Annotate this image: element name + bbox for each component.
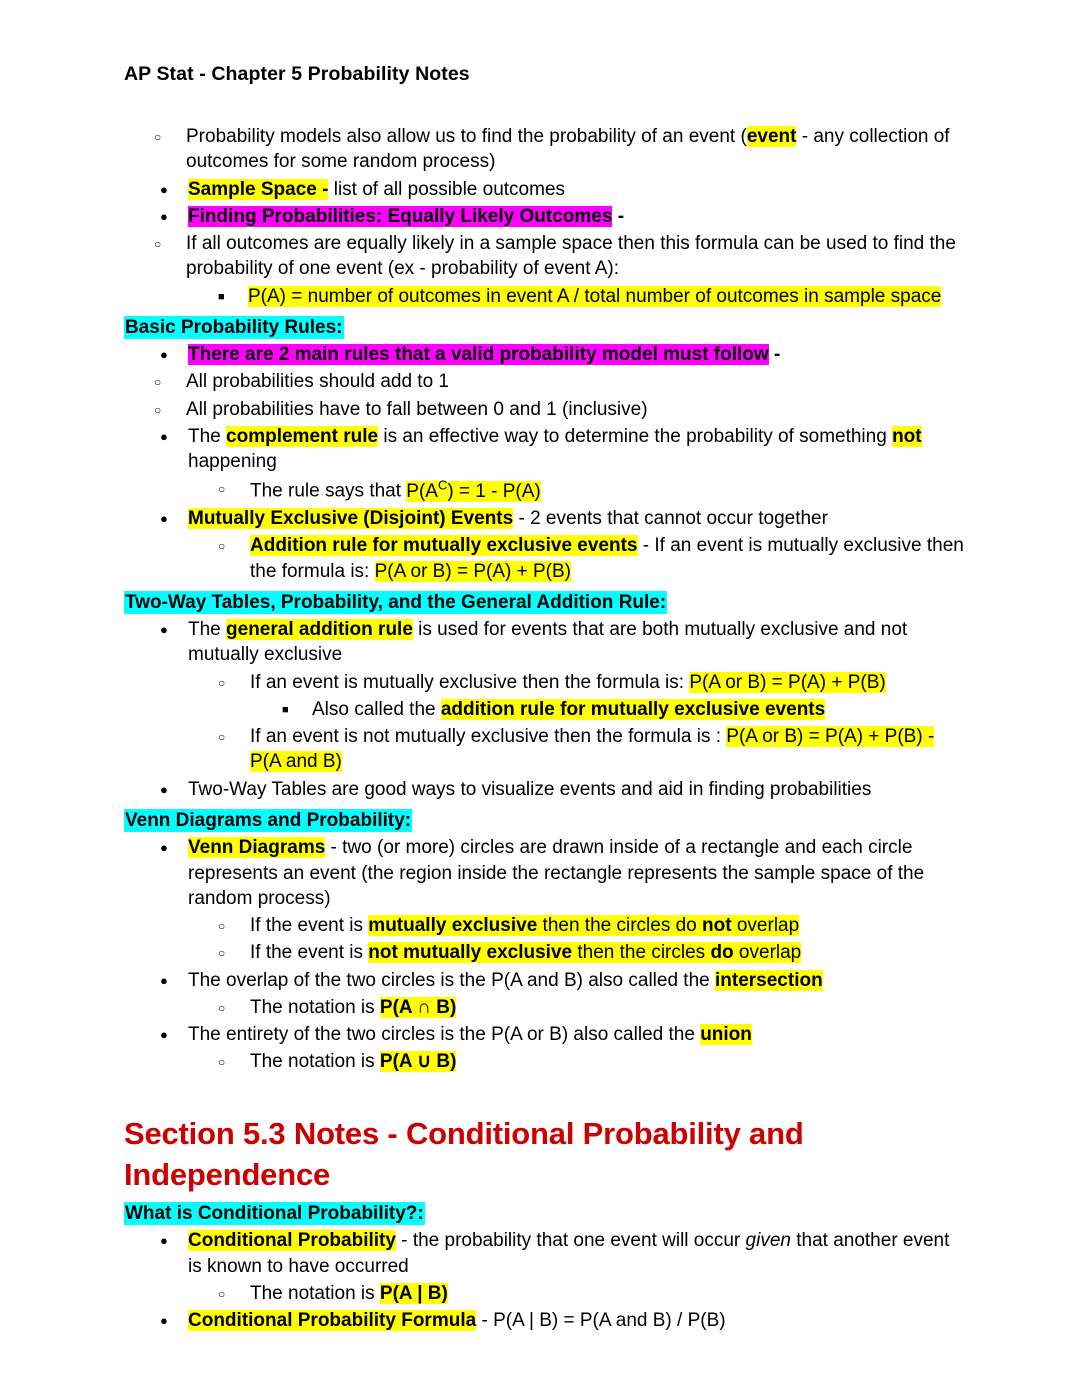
highlight-notation-conditional: P(A | B) — [379, 1282, 448, 1304]
text-fragment: list of all possible outcomes — [328, 178, 566, 200]
text-fragment: - — [612, 205, 625, 227]
highlight-not-mutually-exclusive: not mutually exclusive — [368, 942, 573, 964]
text-fragment: The notation is — [250, 1051, 380, 1073]
text-fragment: - P(A | B) = P(A and B) / P(B) — [476, 1310, 726, 1332]
list-item — [124, 124, 964, 175]
list-item-text: ○ All probabilities have to fall between 0 and 1 (inclusive) — [186, 398, 648, 420]
list-level2 — [188, 476, 964, 504]
highlight-intersection: intersection — [715, 969, 823, 991]
list-item — [124, 968, 964, 1021]
text-fragment: is an effective way to determine the probability of something — [378, 425, 893, 447]
list-item — [250, 697, 964, 722]
list-level2 — [188, 913, 964, 966]
list-item-text — [250, 533, 964, 584]
notes-body — [124, 122, 964, 1333]
list-level2 — [188, 533, 964, 584]
formula-part-1: P(A — [406, 480, 438, 502]
text-fragment: If an event is not mutually exclusive then the formula is : — [250, 726, 727, 748]
list-item-text — [188, 968, 964, 993]
list-item-text — [188, 177, 964, 202]
list-item-text — [250, 1281, 964, 1306]
text-fragment: - If an event is mutually exclusive then the formula is: — [250, 535, 964, 582]
list-item — [124, 777, 964, 802]
list-item-text — [188, 506, 964, 531]
text-emphasis-given: given — [745, 1230, 791, 1252]
list-item — [124, 506, 964, 584]
list-item-text — [188, 1022, 964, 1047]
list-level2 — [124, 369, 964, 422]
highlight-event: event — [746, 126, 797, 147]
list-item-text — [250, 940, 964, 965]
list-item — [188, 913, 964, 938]
list-item — [124, 424, 964, 504]
page-title: AP Stat - Chapter 5 Probability Notes — [124, 63, 470, 85]
list-item — [188, 1281, 964, 1306]
text-fragment: - 2 events that cannot occur together — [513, 508, 828, 530]
list-level2 — [124, 124, 964, 175]
list-item — [124, 369, 964, 394]
text-fragment: If an event is mutually exclusive then the formula is: — [250, 671, 690, 693]
text-fragment: The notation is — [250, 1282, 380, 1304]
text-fragment: - — [768, 344, 781, 366]
highlight-not-2: not — [702, 915, 732, 937]
text-fragment: that another event is known to have occurred — [188, 1230, 950, 1277]
highlight-complement-formula — [406, 477, 541, 502]
highlight-also-called: addition rule for mutually exclusive events — [440, 698, 826, 720]
highlight-general-addition-rule: general addition rule — [226, 619, 413, 641]
list-level3 — [250, 697, 964, 722]
text-fragment: - any collection of outcomes for some random process) — [186, 126, 950, 173]
list-level1 — [124, 617, 964, 802]
list-item — [188, 670, 964, 723]
list-item — [186, 284, 964, 309]
list-item — [124, 1308, 964, 1333]
list-item — [188, 940, 964, 965]
text-fragment: overlap — [731, 915, 800, 937]
list-item-text — [250, 476, 964, 504]
list-item — [188, 724, 964, 775]
section-heading-two-way-tables — [124, 590, 964, 615]
list-item-text — [248, 284, 964, 309]
text-fragment: then the circles do — [537, 915, 703, 937]
list-item-text — [188, 424, 964, 475]
highlight-conditional-probability: Conditional Probability — [188, 1230, 396, 1252]
list-item-text — [188, 1228, 964, 1279]
list-item-text — [188, 342, 964, 367]
highlight-formula-me: P(A or B) = P(A) + P(B) — [689, 671, 886, 693]
text-fragment: The overlap of the two circles is the P(A and B) also called the — [188, 969, 715, 991]
list-level1 — [124, 1228, 964, 1333]
highlight-formula-equally-likely: P(A) = number of outcomes in event A / total number of outcomes in sample space — [248, 285, 942, 307]
text-fragment: happening — [188, 451, 277, 473]
highlight-sample-space: Sample Space - — [188, 178, 329, 200]
list-item — [124, 231, 964, 309]
highlight-addition-formula: P(A or B) = P(A) + P(B) — [374, 560, 571, 582]
highlight-conditional-formula: Conditional Probability Formula — [188, 1310, 477, 1332]
list-item — [188, 476, 964, 504]
list-level3 — [186, 284, 964, 309]
highlight-mutually-exclusive-2: mutually exclusive — [368, 915, 538, 937]
list-item — [124, 1228, 964, 1306]
highlight-not: not — [892, 425, 922, 447]
highlight-complement-rule: complement rule — [226, 425, 379, 447]
list-item — [124, 397, 964, 422]
highlight-addition-rule: Addition rule for mutually exclusive events — [250, 535, 638, 557]
text-fragment: overlap — [733, 942, 802, 964]
section-heading-conditional-probability — [124, 1201, 964, 1226]
text-fragment: If the event is — [250, 915, 369, 937]
list-item — [124, 617, 964, 775]
highlight-notation-intersection: P(A ∩ B) — [379, 996, 457, 1018]
list-level1 — [124, 177, 964, 230]
list-item-text — [250, 995, 964, 1020]
list-level1 — [124, 835, 964, 1074]
text-fragment: - the probability that one event will occur — [395, 1230, 746, 1252]
text-fragment: then the circles — [572, 942, 711, 964]
list-item — [124, 342, 964, 367]
text-fragment: - two (or more) circles are drawn inside of a rectangle and each circle represents an event (the region inside the rectangle represents the sample space of the random process) — [188, 837, 925, 909]
highlight-mutually-exclusive: Mutually Exclusive (Disjoint) Events — [188, 508, 514, 530]
section-heading-text: Two-Way Tables, Probability, and the General Addition Rule: — [125, 591, 667, 613]
list-item-text — [250, 1049, 964, 1074]
highlight-formula-not-me: P(A or B) = P(A) + P(B) - P(A and B) — [250, 726, 935, 773]
highlight-do: do — [710, 942, 734, 964]
text-fragment: The — [188, 425, 227, 447]
list-item-text — [188, 617, 964, 668]
list-item-text: ● Two-Way Tables are good ways to visualize events and aid in finding probabilities — [188, 778, 872, 800]
section-heading-basic-rules — [124, 315, 964, 340]
list-level2 — [188, 995, 964, 1020]
text-fragment: Probability models also allow us to find the probability of an event ( — [186, 126, 747, 147]
text-fragment: The — [188, 619, 227, 641]
list-level1 — [124, 424, 964, 584]
text-fragment: If the event is — [250, 942, 369, 964]
section-heading-text: Basic Probability Rules: — [125, 316, 343, 338]
list-item — [124, 177, 964, 202]
highlight-equally-likely: Finding Probabilities: Equally Likely Outcomes — [188, 205, 613, 227]
list-level2 — [188, 1049, 964, 1074]
highlight-union: union — [700, 1024, 752, 1046]
highlight-venn-diagrams: Venn Diagrams — [188, 837, 326, 859]
list-item-text — [188, 835, 964, 911]
list-level2 — [188, 1281, 964, 1306]
section-heading-venn-diagrams — [124, 808, 964, 833]
text-fragment: Also called the — [312, 698, 441, 720]
list-item — [188, 533, 964, 584]
section-heading-text: What is Conditional Probability?: — [125, 1203, 424, 1225]
formula-superscript: C — [437, 477, 448, 493]
text-fragment: The notation is — [250, 996, 380, 1018]
list-item-text — [250, 670, 964, 695]
list-item-text — [312, 697, 964, 722]
list-item-text — [188, 204, 964, 229]
list-item-text: ○ If all outcomes are equally likely in a sample space then this formula can be used to find the probability of one event (ex - probability of event A): — [186, 233, 956, 280]
list-item — [124, 1022, 964, 1075]
list-item — [188, 995, 964, 1020]
list-item — [124, 204, 964, 229]
text-fragment: is used for events that are both mutually exclusive and not mutually exclusive — [188, 619, 908, 666]
list-item — [124, 835, 964, 965]
text-fragment: The rule says that — [250, 480, 407, 502]
list-item-text — [188, 1308, 964, 1333]
formula-part-2: ) = 1 - P(A) — [447, 480, 541, 502]
highlight-two-main-rules: There are 2 main rules that a valid probability model must follow — [188, 344, 769, 366]
list-level1 — [124, 342, 964, 367]
list-item — [188, 1049, 964, 1074]
list-item-text: ○ All probabilities should add to 1 — [186, 371, 450, 393]
section-heading-text: Venn Diagrams and Probability: — [125, 809, 412, 831]
list-item-text — [250, 724, 964, 775]
section-title-5-3: Section 5.3 Notes - Conditional Probability and Independence — [124, 1115, 804, 1192]
list-item-text — [250, 913, 964, 938]
list-level2 — [188, 670, 964, 775]
text-fragment: The entirety of the two circles is the P(A or B) also called the — [188, 1024, 701, 1046]
list-item-text — [186, 124, 964, 175]
list-level2 — [124, 231, 964, 309]
highlight-notation-union: P(A ∪ B) — [379, 1051, 457, 1073]
